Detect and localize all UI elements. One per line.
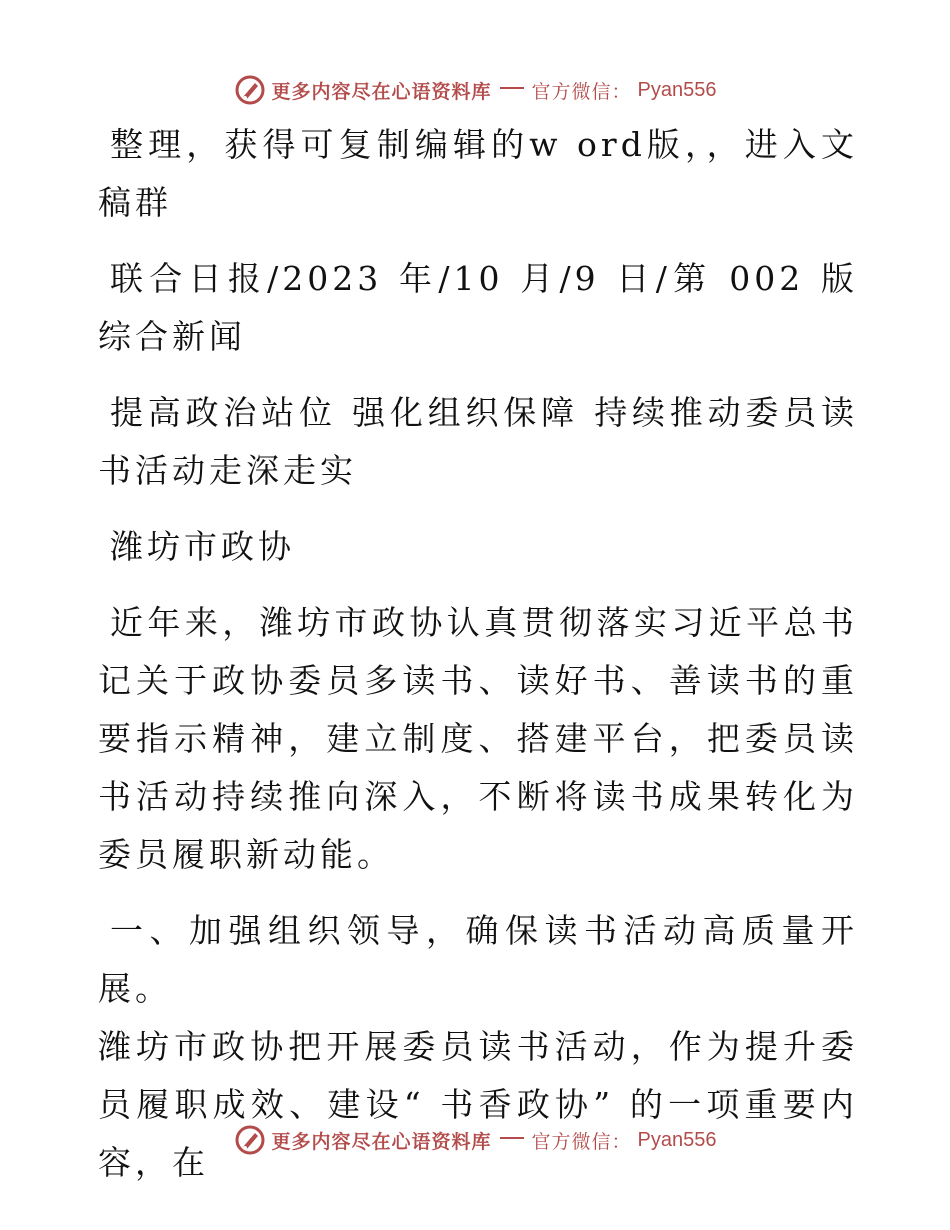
section-heading-1: 一、加强组织领导，确保读书活动高质量开展。 (98, 911, 858, 1008)
footer-banner-text: 更多内容尽在心语资料库 (271, 1130, 492, 1153)
document-body (98, 116, 858, 1210)
header-banner-label: 官方微信： (531, 80, 632, 103)
paragraph-intro: 近年来，潍坊市政协认真贯彻落实习近平总书记关于政协委员多读书、读好书、善读书的重要指示精神，建立制度、搭建平台，把委员读书活动持续推向深入，不断将读书成果转化为委员履职新动能。 (98, 603, 858, 874)
header-banner-dash (500, 87, 524, 89)
article-title: 提高政治站位 强化组织保障 持续推动委员读书活动走深走实 (98, 393, 858, 490)
header-banner-text: 更多内容尽在心语资料库 (271, 80, 492, 103)
pen-logo-icon (234, 74, 266, 106)
pen-logo-icon (234, 1124, 266, 1156)
header-banner-id: Pyan556 (637, 78, 717, 101)
paragraph-source: 联合日报/2023 年/10 月/9 日/第 002 版综合新闻 (98, 259, 858, 356)
paragraph-note: 整理，获得可复制编辑的w ord版，，进入文稿群 (98, 125, 858, 222)
footer-banner (0, 1120, 950, 1160)
footer-banner-dash (500, 1137, 524, 1139)
article-author: 潍坊市政协 (110, 527, 295, 566)
footer-banner-inner (234, 1124, 717, 1156)
header-banner-inner (234, 74, 717, 106)
paragraph-section-1: 潍坊市政协把开展委员读书活动，作为提升委员履职成效、建设“ 书香政协” 的一项重要内容，在 (98, 1027, 858, 1182)
footer-banner-id: Pyan556 (637, 1128, 717, 1151)
header-banner (0, 70, 950, 110)
footer-banner-label: 官方微信： (531, 1130, 632, 1153)
